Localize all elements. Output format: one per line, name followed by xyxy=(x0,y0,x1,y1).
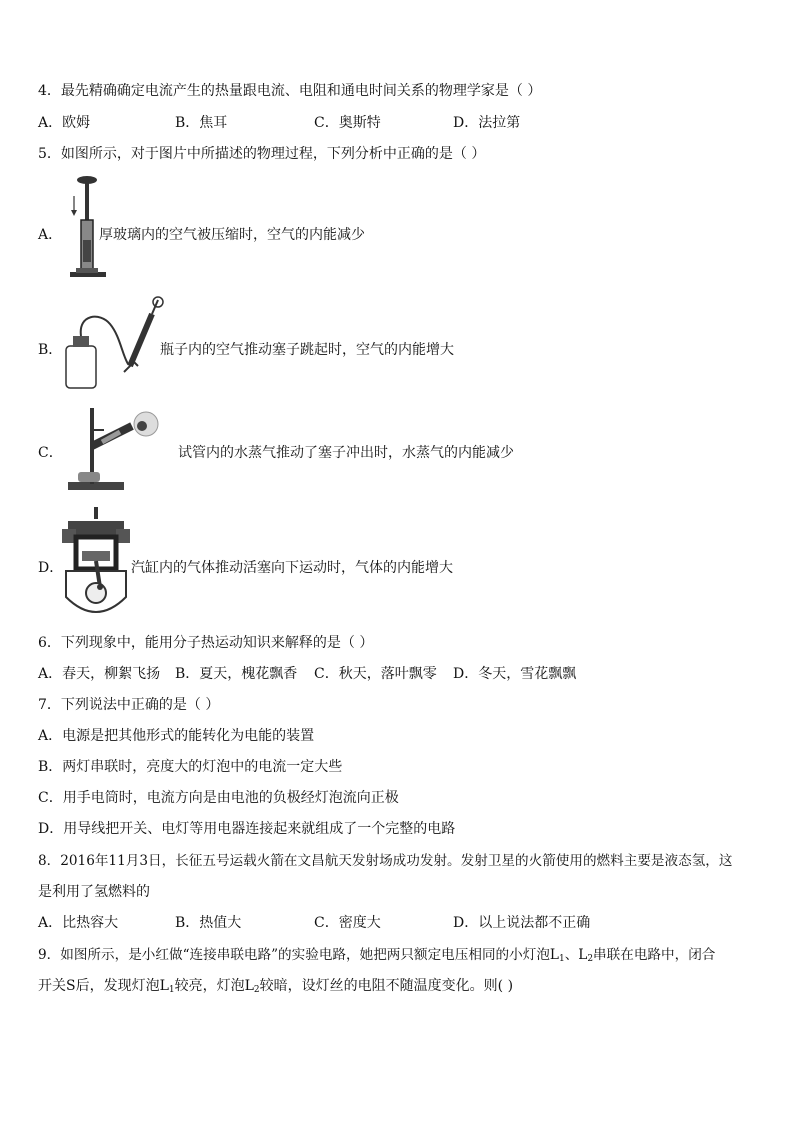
q6-option-c: C．秋天，落叶飘零 xyxy=(314,666,437,682)
q4-option-c: C．奥斯特 xyxy=(314,115,381,131)
q7-option-a: A．电源是把其他形式的能转化为电能的装置 xyxy=(38,728,315,744)
question-7-stem: 7．下列说法中正确的是（ ） xyxy=(38,697,220,713)
q5-option-b-label: B． xyxy=(38,342,63,358)
question-6-stem: 6．下列现象中，能用分子热运动知识来解释的是（ ） xyxy=(38,635,374,651)
q6-option-a: A．春天，柳絮飞扬 xyxy=(38,666,161,682)
q8-option-a: A．比热容大 xyxy=(38,915,119,931)
q9-text-part: 较亮，灯泡L xyxy=(174,978,254,994)
bottle-pump-figure xyxy=(60,294,170,394)
q5-option-a xyxy=(38,170,738,285)
test-tube-stand-figure xyxy=(62,402,182,500)
q8-option-c: C．密度大 xyxy=(314,915,381,931)
q9-subscript: 2 xyxy=(253,985,260,995)
q9-subscript: 1 xyxy=(168,985,175,995)
q9-subscript: 1 xyxy=(558,954,565,964)
question-8-stem-line-1: 8．2016年11月3日，长征五号运载火箭在文昌航天发射场成功发射。发射卫星的火箭使用的燃料主要是液态氢，这 xyxy=(38,853,733,869)
q5-option-c xyxy=(38,402,738,502)
q4-option-b: B．焦耳 xyxy=(175,115,228,131)
q5-option-b-text: 瓶子内的空气推动塞子跳起时，空气的内能增大 xyxy=(160,342,454,358)
q5-option-b xyxy=(38,290,738,400)
q9-text-part: 开关S后，发现灯泡L xyxy=(38,978,169,994)
q6-option-d: D．冬天，雪花飘飘 xyxy=(453,666,577,682)
q9-subscript: 2 xyxy=(587,954,594,964)
q6-option-b: B．夏天，槐花飘香 xyxy=(175,666,298,682)
q4-option-a: A．欧姆 xyxy=(38,115,91,131)
q9-text-part: 串联在电路中，闭合 xyxy=(593,947,716,963)
q9-text-part: 较暗，设灯丝的电阻不随温度变化。则( ) xyxy=(259,978,514,994)
question-9-stem-line-2 xyxy=(38,977,513,999)
q5-option-a-text: 厚玻璃内的空气被压缩时，空气的内能减少 xyxy=(99,227,365,243)
q7-option-c: C．用手电筒时，电流方向是由电池的负极经灯泡流向正极 xyxy=(38,790,399,806)
q4-option-d: D．法拉第 xyxy=(453,115,521,131)
question-8-stem-line-2: 是利用了氢燃料的 xyxy=(38,884,150,900)
q5-option-d xyxy=(38,507,738,622)
q7-option-d: D．用导线把开关、电灯等用电器连接起来就组成了一个完整的电路 xyxy=(38,821,456,837)
q8-option-b: B．热值大 xyxy=(175,915,242,931)
q9-text-part: 9．如图所示，是小红做“连接串联电路”的实验电路，她把两只额定电压相同的小灯泡L xyxy=(38,947,559,963)
q7-option-b: B．两灯串联时，亮度大的灯泡中的电流一定大些 xyxy=(38,759,343,775)
engine-cylinder-figure xyxy=(60,507,132,619)
question-4-stem: 4．最先精确确定电流产生的热量跟电流、电阻和通电时间关系的物理学家是（ ） xyxy=(38,83,542,99)
q5-option-a-label: A． xyxy=(38,227,63,243)
q5-option-c-label: C． xyxy=(38,445,63,461)
q8-option-d: D．以上说法都不正确 xyxy=(453,915,591,931)
q5-option-d-label: D． xyxy=(38,560,64,576)
q9-text-part: 、L xyxy=(564,947,588,963)
question-9-stem-line-1 xyxy=(38,946,715,968)
question-5-stem: 5．如图所示，对于图片中所描述的物理过程，下列分析中正确的是（ ） xyxy=(38,146,486,162)
q5-option-d-text: 汽缸内的气体推动活塞向下运动时，气体的内能增大 xyxy=(131,560,453,576)
q5-option-c-text: 试管内的水蒸气推动了塞子冲出时，水蒸气的内能减少 xyxy=(178,445,514,461)
